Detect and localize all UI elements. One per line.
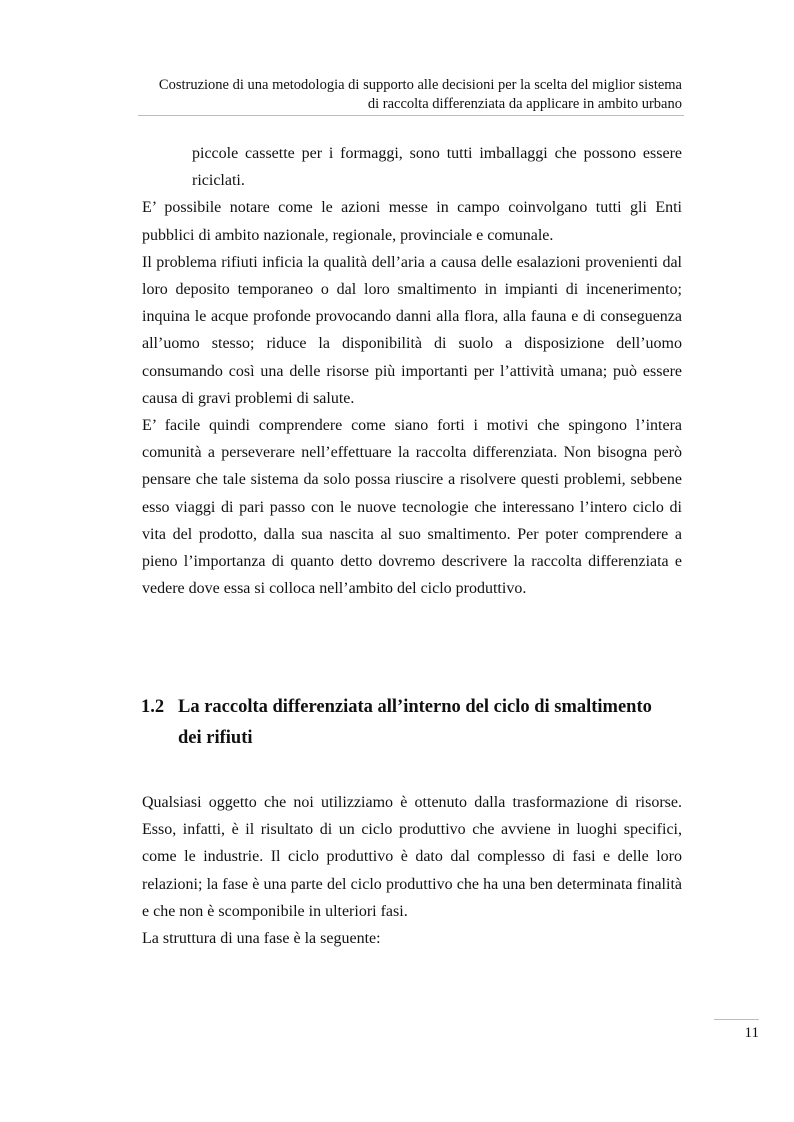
paragraph-phase-structure: La struttura di una fase è la seguente: — [142, 930, 381, 948]
header-line-2: di raccolta differenziata da applicare in ambito urbano — [367, 96, 682, 112]
header-line-1: Costruzione di una metodologia di supporto alle decisioni per la scelta del miglior sistema — [158, 77, 682, 93]
header-rule — [138, 115, 684, 116]
paragraph-production-cycle: Qualsiasi oggetto che noi utilizziamo è ottenuto dalla trasformazione di risorse. Esso, infatti, è il risultato di un ciclo produttivo che avviene in luoghi specifici, come le industrie. Il ciclo produttivo è dato dal complesso di fasi e delle loro relazioni; la fase è una parte del ciclo produttivo che ha una ben determinata finalità e che non è scomponibile in ulteriori fasi. — [142, 794, 682, 920]
section-title-line-2: dei rifiuti — [178, 728, 253, 748]
paragraph-actors: E’ possibile notare come le azioni messe in campo coinvolgano tutti gli Enti pubblici di ambito nazionale, regionale, provinciale e comunale. — [142, 199, 682, 244]
paragraph-waste-problem: Il problema rifiuti inficia la qualità dell’aria a causa delle esalazioni provenienti dal loro deposito temporaneo o dal loro smaltimento in impianti di incenerimento; inquina le acque profonde provocando danni alla flora, alla fauna e di conseguenza all’uomo stesso; riduce la disponibilità di suolo a disposizione dell’uomo consumando così una delle risorse più importanti per l’attività umana; può essere causa di gravi problemi di salute. — [142, 253, 682, 407]
section-title-line-1: La raccolta differenziata all’interno del ciclo di smaltimento — [178, 697, 652, 717]
page-number: 11 — [744, 1025, 759, 1041]
footer-rule — [714, 1019, 759, 1020]
body-text-top — [142, 140, 682, 602]
paragraph-separate-collection: E’ facile quindi comprendere come siano forti i motivi che spingono l’intera comunità a perseverare nell’effettuare la raccolta differenziata. Non bisogna però pensare che tale sistema da solo possa riuscire a risolvere questi problemi, sebbene esso viaggi di pari passo con le nuove tecnologie che interessano l’intero ciclo di vita del prodotto, dalla sua nascita al suo smaltimento. Per poter comprendere a pieno l’importanza di quanto detto dovremo descrivere la raccolta differenziata e vedere dove essa si colloca nell’ambito del ciclo produttivo. — [142, 417, 682, 598]
running-header — [138, 76, 682, 114]
list-continuation: piccole cassette per i formaggi, sono tutti imballaggi che possono essere riciclati. — [192, 145, 682, 190]
body-text-section — [142, 789, 682, 952]
section-heading — [141, 692, 686, 754]
section-number: 1.2 — [141, 697, 165, 717]
